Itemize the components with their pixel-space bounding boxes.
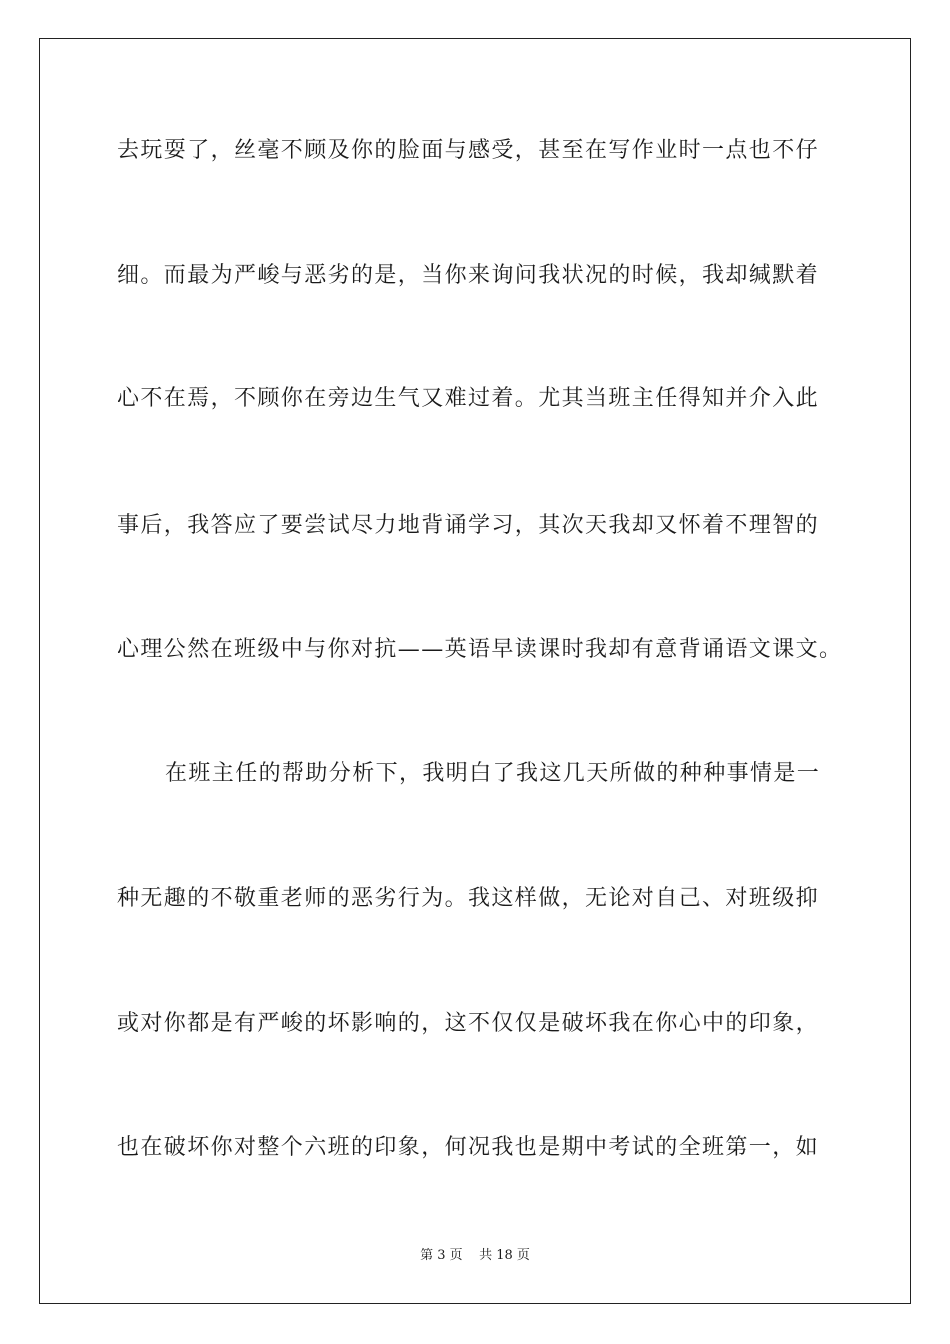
text-line: 心不在焉，不顾你在旁边生气又难过着。尤其当班主任得知并介入此 [117,386,820,411]
text-line: 或对你都是有严峻的坏影响的，这不仅仅是破坏我在你心中的印象， [117,1011,820,1036]
text-line: 细。而最为严峻与恶劣的是，当你来询问我状况的时候，我却缄默着 [117,263,820,288]
text-line: 去玩耍了，丝毫不顾及你的脸面与感受，甚至在写作业时一点也不仔 [117,138,820,163]
page-border [39,38,911,1304]
text-line: 心理公然在班级中与你对抗——英语早读课时我却有意背诵语文课文。 [117,637,843,662]
text-line: 也在破坏你对整个六班的印象，何况我也是期中考试的全班第一，如 [117,1135,820,1160]
text-line: 种无趣的不敬重老师的恶劣行为。我这样做，无论对自己、对班级抑 [117,886,820,911]
paragraph-first-line: 在班主任的帮助分析下，我明白了我这几天所做的种种事情是一 [165,761,821,786]
text-line: 事后，我答应了要尝试尽力地背诵学习，其次天我却又怀着不理智的 [117,513,820,538]
page-number-footer: 第 3 页 共 18 页 [420,1248,530,1263]
